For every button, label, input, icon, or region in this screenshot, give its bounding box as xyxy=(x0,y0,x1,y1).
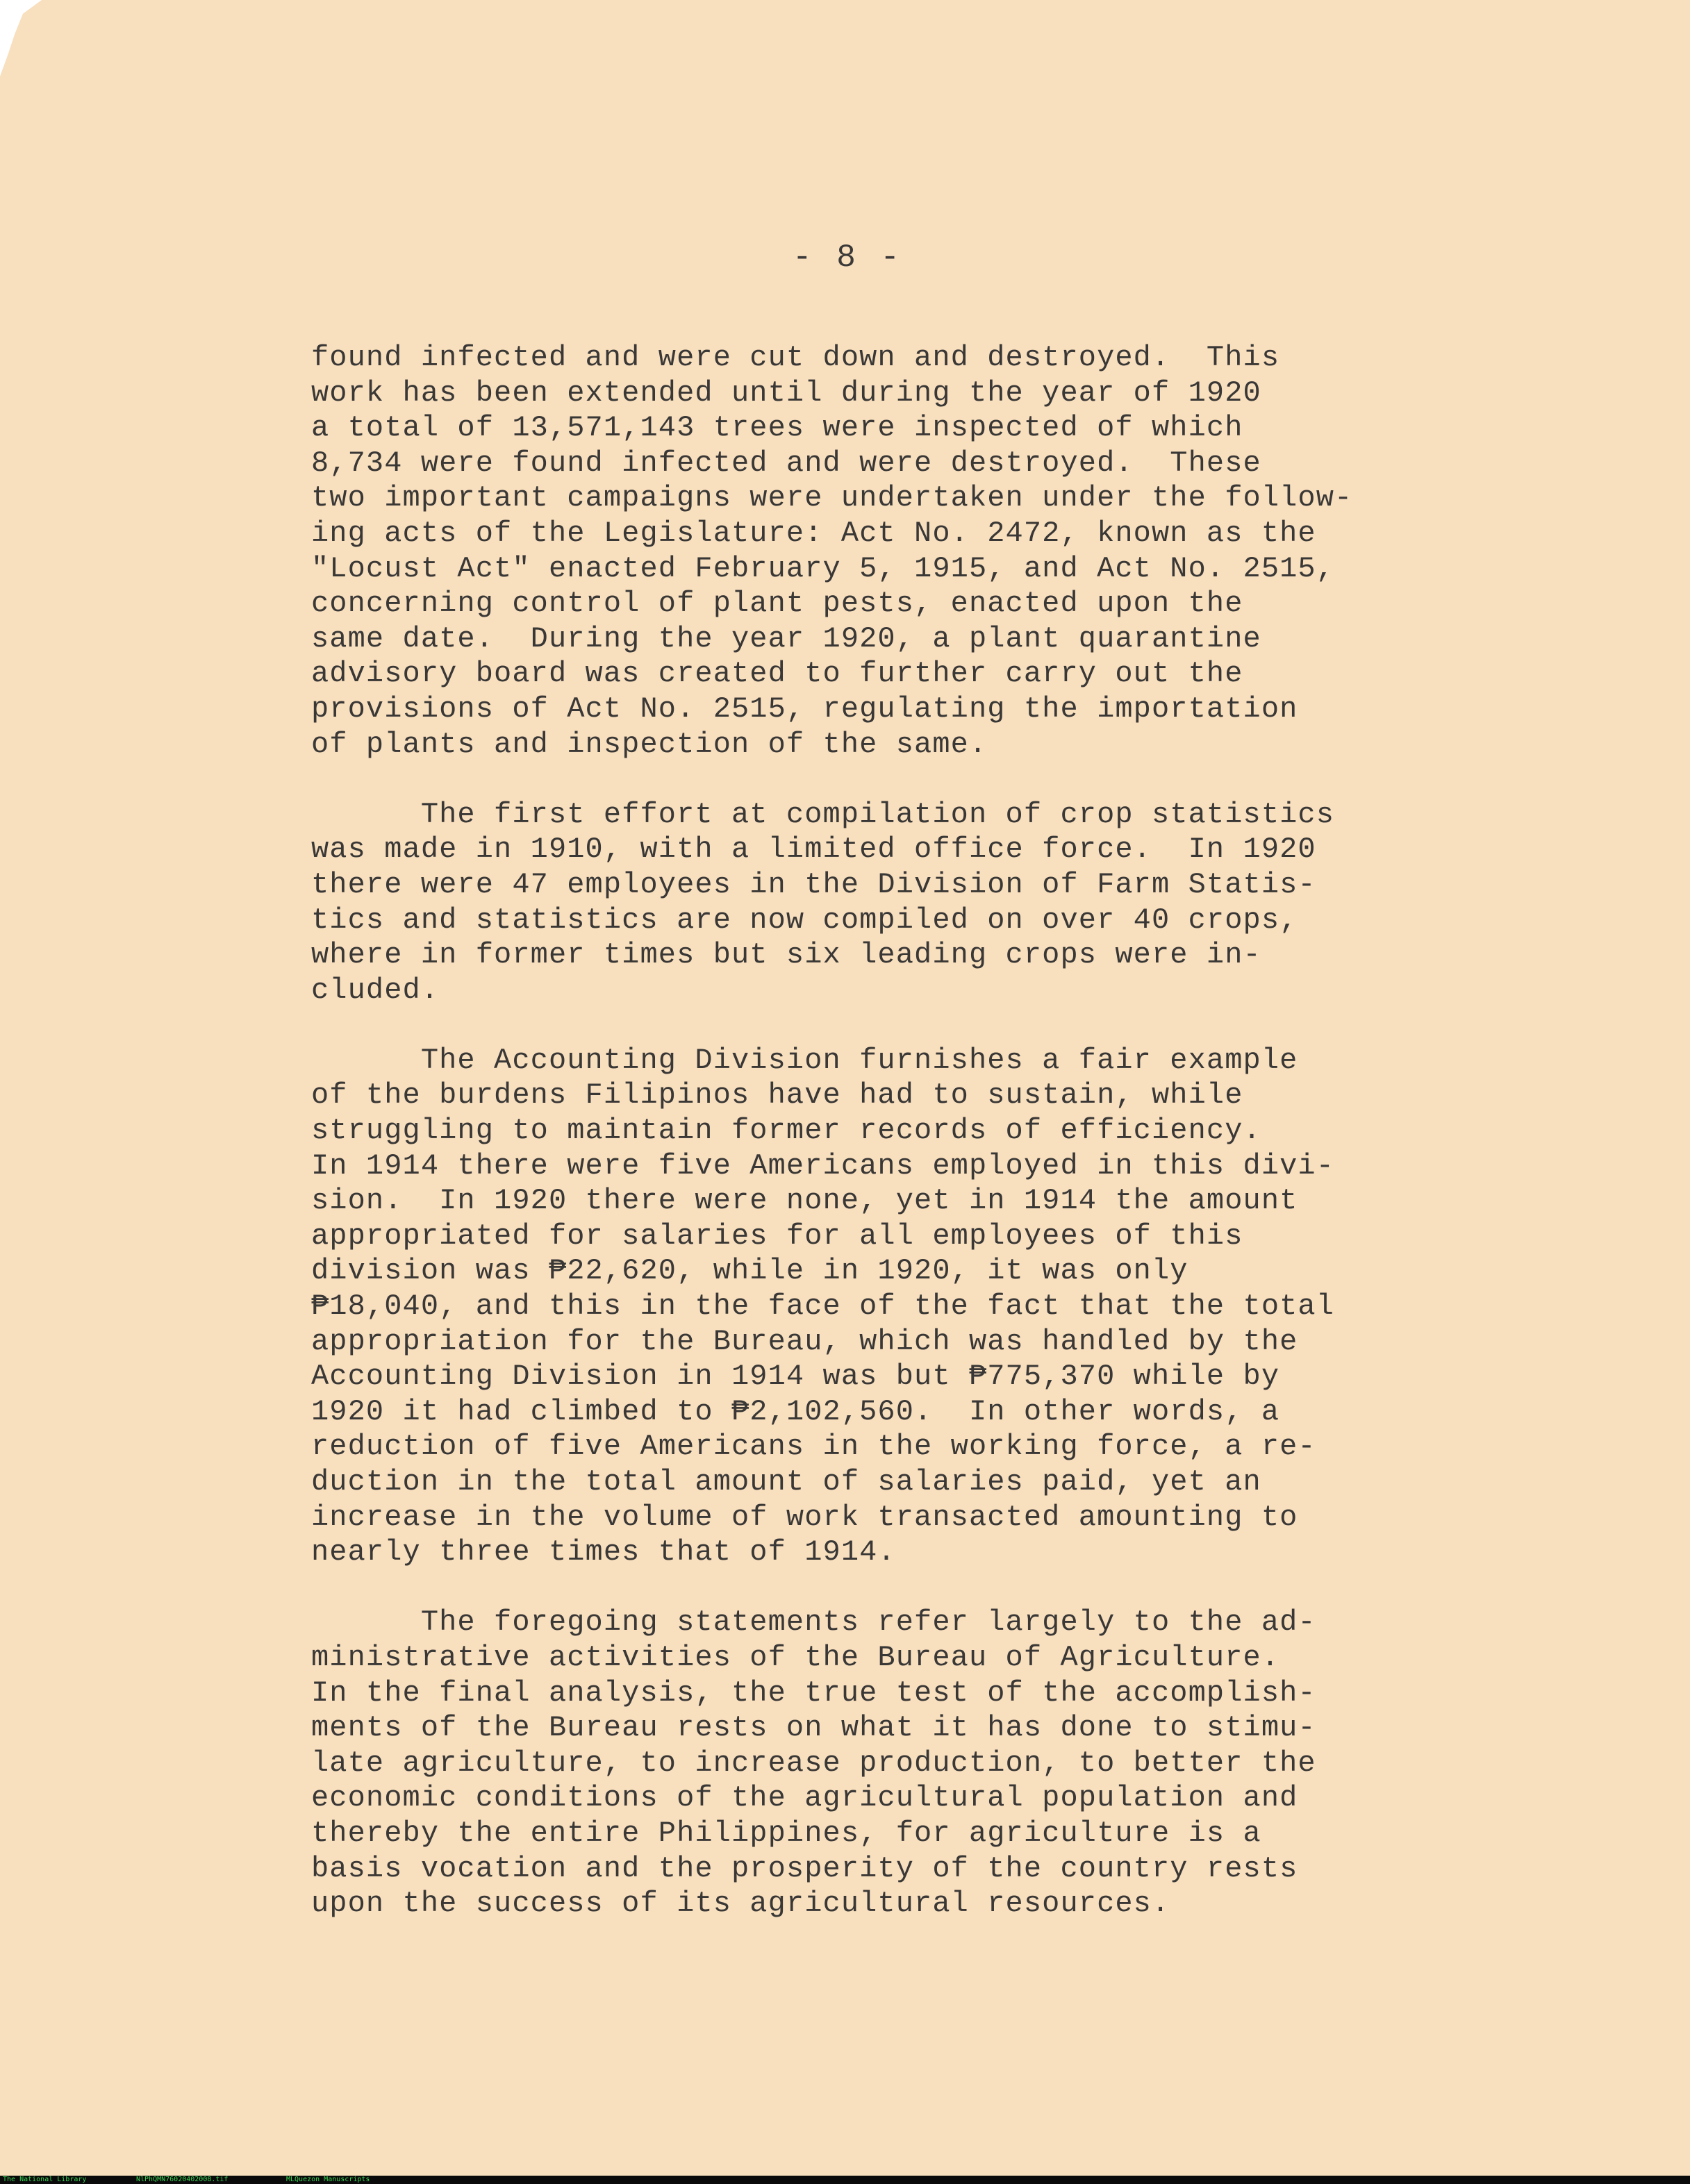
text-line: In 1914 there were five Americans employed in this divi- xyxy=(311,1149,1335,1183)
archive-footer xyxy=(0,2176,1690,2184)
text-line: a total of 13,571,143 trees were inspected of which xyxy=(311,411,1243,445)
text-line: advisory board was created to further carry out the xyxy=(311,657,1243,691)
text-line: upon the success of its agricultural resources. xyxy=(311,1887,1170,1921)
text-line: ministrative activities of the Bureau of Agriculture. xyxy=(311,1640,1280,1674)
text-line: there were 47 employees in the Division of Farm Statis- xyxy=(311,867,1316,901)
text-line: struggling to maintain former records of efficiency. xyxy=(311,1114,1261,1148)
paragraph xyxy=(311,1605,1492,1921)
footer-collection: MLQuezon Manuscripts xyxy=(286,2176,370,2183)
text-line: reduction of five Americans in the working force, a re- xyxy=(311,1430,1316,1464)
paragraph xyxy=(311,797,1492,1008)
footer-file: NlPhQMN76020402008.tif xyxy=(136,2176,229,2183)
paragraph xyxy=(311,1043,1492,1570)
text-line: provisions of Act No. 2515, regulating the importation xyxy=(311,692,1298,726)
text-line: cluded. xyxy=(311,973,440,1007)
text-line: late agriculture, to increase production, to better the xyxy=(311,1746,1316,1780)
text-line: tics and statistics are now compiled on over 40 crops, xyxy=(311,903,1298,937)
torn-corner xyxy=(0,0,42,76)
text-line: sion. In 1920 there were none, yet in 1914 the amount xyxy=(311,1184,1298,1218)
text-line: ments of the Bureau rests on what it has done to stimu- xyxy=(311,1711,1316,1745)
text-line: appropriation for the Bureau, which was handled by the xyxy=(311,1324,1298,1358)
text-line: increase in the volume of work transacted amounting to xyxy=(311,1500,1298,1534)
text-line: division was ₱22,620, while in 1920, it was only xyxy=(311,1254,1188,1288)
body-text xyxy=(311,340,1492,1956)
text-line: Accounting Division in 1914 was but ₱775,370 while by xyxy=(311,1360,1280,1394)
text-line: same date. During the year 1920, a plant quarantine xyxy=(311,622,1261,656)
text-line: The first effort at compilation of crop statistics xyxy=(311,797,1335,831)
paragraph xyxy=(311,340,1492,762)
text-line: of the burdens Filipinos have had to sustain, while xyxy=(311,1078,1243,1112)
text-line: concerning control of plant pests, enacted upon the xyxy=(311,587,1243,621)
text-line: appropriated for salaries for all employees of this xyxy=(311,1219,1243,1253)
text-line: was made in 1910, with a limited office force. In 1920 xyxy=(311,833,1316,867)
text-line: duction in the total amount of salaries paid, yet an xyxy=(311,1465,1261,1499)
text-line: of plants and inspection of the same. xyxy=(311,727,988,761)
text-line: The Accounting Division furnishes a fair example xyxy=(311,1043,1298,1077)
text-line: 8,734 were found infected and were destroyed. These xyxy=(311,446,1261,480)
text-line: ₱18,040, and this in the face of the fact that the total xyxy=(311,1290,1335,1324)
text-line: two important campaigns were undertaken under the follow- xyxy=(311,481,1353,515)
text-line: basis vocation and the prosperity of the country rests xyxy=(311,1851,1298,1885)
text-line: 1920 it had climbed to ₱2,102,560. In other words, a xyxy=(311,1394,1280,1428)
text-line: In the final analysis, the true test of the accomplish- xyxy=(311,1676,1316,1710)
text-line: nearly three times that of 1914. xyxy=(311,1535,896,1569)
text-line: The foregoing statements refer largely to the ad- xyxy=(311,1606,1316,1640)
text-line: work has been extended until during the year of 1920 xyxy=(311,376,1261,410)
text-line: "Locust Act" enacted February 5, 1915, and Act No. 2515, xyxy=(311,551,1335,585)
text-line: found infected and were cut down and destroyed. This xyxy=(311,341,1280,374)
text-line: economic conditions of the agricultural population and xyxy=(311,1781,1298,1815)
page-number: - 8 - xyxy=(792,240,903,276)
text-line: where in former times but six leading crops were in- xyxy=(311,938,1261,972)
footer-library: The National Library xyxy=(3,2176,87,2183)
text-line: ing acts of the Legislature: Act No. 2472, known as the xyxy=(311,516,1316,550)
text-line: thereby the entire Philippines, for agriculture is a xyxy=(311,1816,1261,1850)
